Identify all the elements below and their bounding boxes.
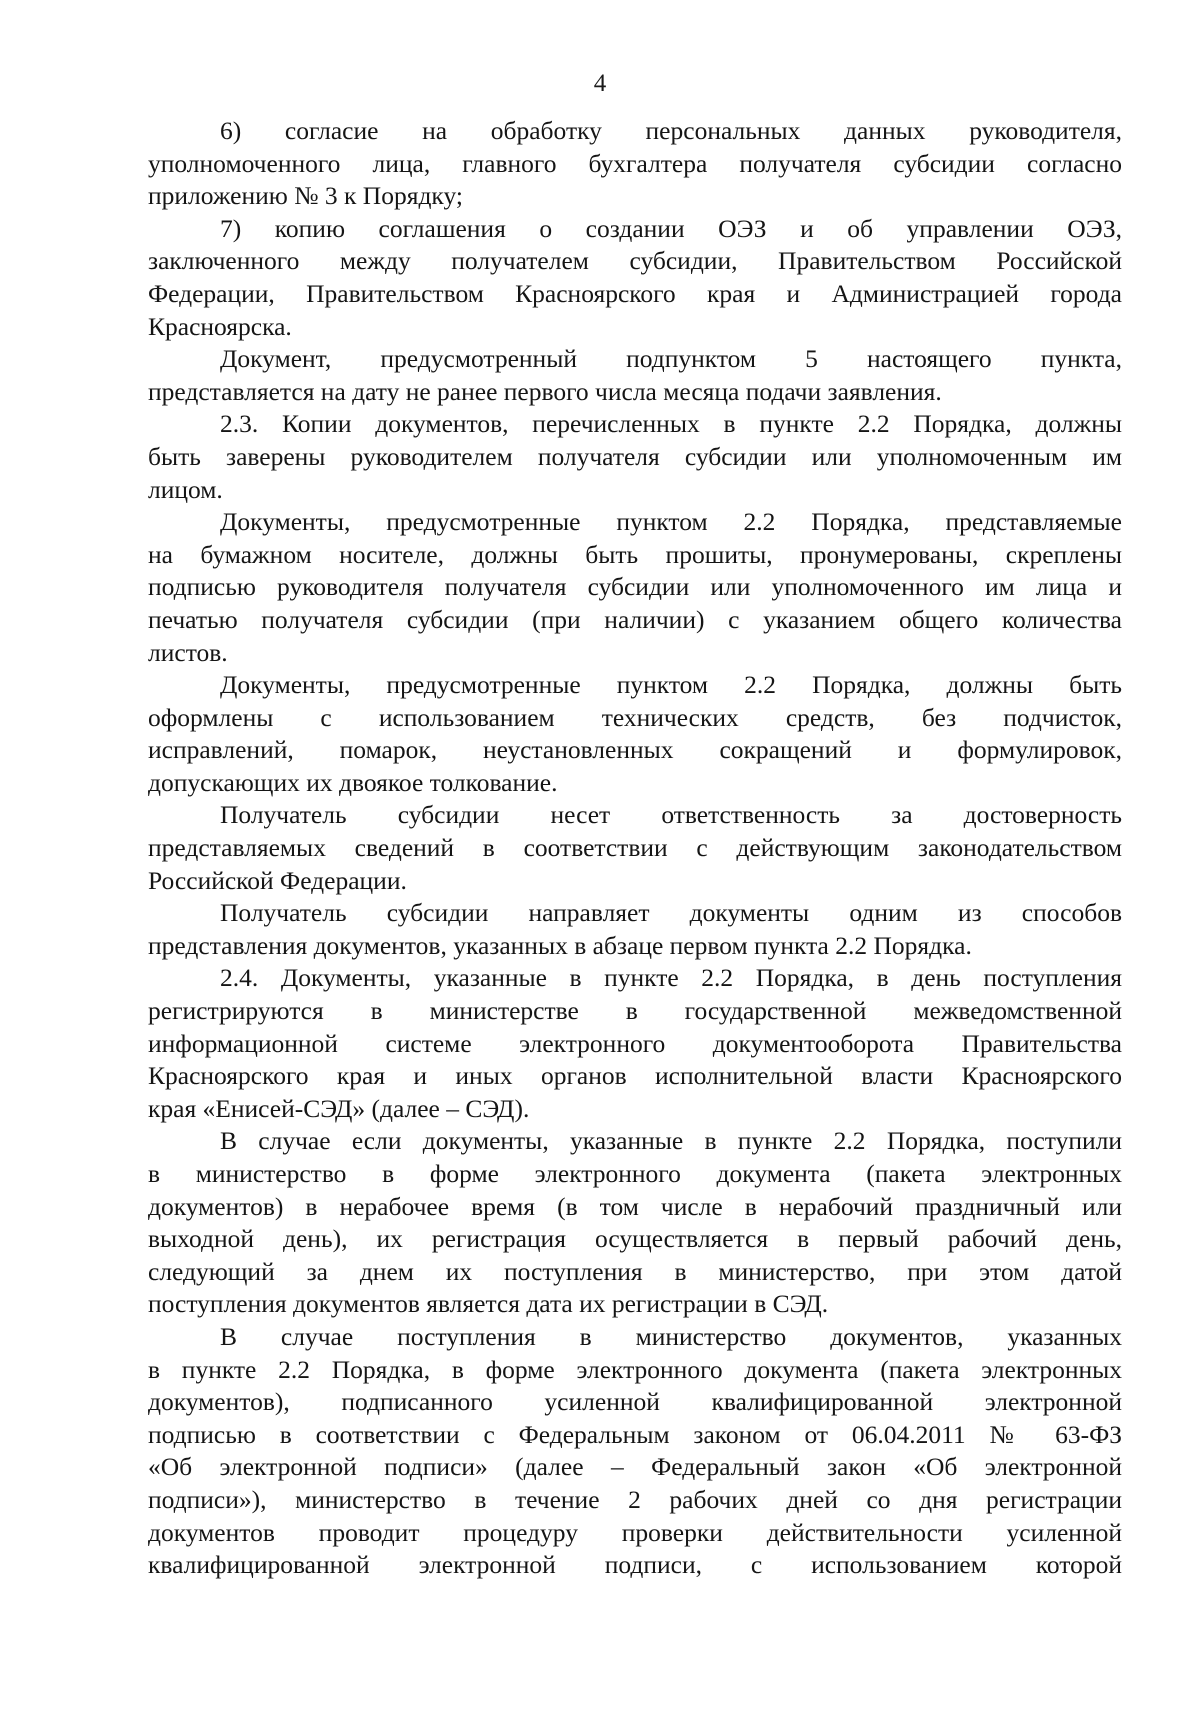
paragraph xyxy=(148,669,1122,799)
text-line: 2.4. Документы, указанные в пункте 2.2 Порядка, в день поступления xyxy=(220,963,1122,993)
text-line: следующий за днем их поступления в министерство, при этом датой xyxy=(148,1256,1122,1286)
text-line: подписи»), министерство в течение 2 рабочих дней со дня регистрации xyxy=(148,1484,1122,1514)
text-line: квалифицированной электронной подписи, с использованием которой xyxy=(148,1550,1122,1580)
document-body xyxy=(148,115,1122,1582)
text-line: Документы, предусмотренные пунктом 2.2 Порядка, представляемые xyxy=(220,507,1122,537)
text-line: 7) копию соглашения о создании ОЭЗ и об управлении ОЭЗ, xyxy=(220,213,1122,243)
text-line: Российской Федерации. xyxy=(148,865,407,895)
text-line: исправлений, помарок, неустановленных сокращений и формулировок, xyxy=(148,735,1122,765)
text-line: представляется на дату не ранее первого числа месяца подачи заявления. xyxy=(148,376,942,406)
paragraph xyxy=(148,897,1122,962)
text-line: заключенного между получателем субсидии, Правительством Российской xyxy=(148,246,1122,276)
paragraph xyxy=(148,799,1122,897)
text-line: выходной день), их регистрация осуществляется в первый рабочий день, xyxy=(148,1224,1122,1254)
paragraph xyxy=(148,213,1122,343)
text-line: уполномоченного лица, главного бухгалтера получателя субсидии согласно xyxy=(148,148,1122,178)
text-line: быть заверены руководителем получателя субсидии или уполномоченным им xyxy=(148,441,1122,471)
text-line: поступления документов является дата их регистрации в СЭД. xyxy=(148,1289,829,1319)
text-line: Документы, предусмотренные пунктом 2.2 Порядка, должны быть xyxy=(220,670,1122,700)
text-line: допускающих их двоякое толкование. xyxy=(148,767,558,797)
paragraph xyxy=(148,1321,1122,1582)
text-line: Получатель субсидии несет ответственность за достоверность xyxy=(220,800,1122,830)
text-line: Красноярска. xyxy=(148,311,292,341)
text-line: Получатель субсидии направляет документы одним из способов xyxy=(220,898,1122,928)
text-line: 6) согласие на обработку персональных данных руководителя, xyxy=(220,116,1122,145)
text-line: документов), подписанного усиленной квалифицированной электронной xyxy=(148,1387,1122,1417)
text-line: лицом. xyxy=(148,474,223,504)
text-line: документов) в нерабочее время (в том числе в нерабочий праздничный или xyxy=(148,1191,1122,1221)
text-line: подписью в соответствии с Федеральным законом от 06.04.2011 № 63-ФЗ xyxy=(148,1419,1122,1449)
text-line: представления документов, указанных в абзаце первом пункта 2.2 Порядка. xyxy=(148,930,972,960)
text-line: Красноярского края и иных органов исполнительной власти Красноярского xyxy=(148,1061,1122,1091)
paragraph xyxy=(148,506,1122,669)
text-line: Федерации, Правительством Красноярского края и Администрацией города xyxy=(148,278,1122,308)
text-line: на бумажном носителе, должны быть прошиты, пронумерованы, скреплены xyxy=(148,539,1122,569)
text-line: представляемых сведений в соответствии с действующим законодательством xyxy=(148,833,1122,863)
text-line: информационной системе электронного документооборота Правительства xyxy=(148,1028,1122,1058)
text-line: «Об электронной подписи» (далее – Федеральный закон «Об электронной xyxy=(148,1452,1122,1482)
paragraph xyxy=(148,408,1122,506)
text-line: листов. xyxy=(148,637,228,667)
page-number: 4 xyxy=(593,70,607,97)
text-line: документов проводит процедуру проверки действительности усиленной xyxy=(148,1517,1122,1547)
text-line: в пункте 2.2 Порядка, в форме электронного документа (пакета электронных xyxy=(148,1354,1122,1384)
text-line: подписью руководителя получателя субсидии или уполномоченного им лица и xyxy=(148,572,1122,602)
text-line: В случае поступления в министерство документов, указанных xyxy=(220,1321,1122,1351)
text-line: 2.3. Копии документов, перечисленных в пункте 2.2 Порядка, должны xyxy=(220,409,1122,439)
text-line: В случае если документы, указанные в пункте 2.2 Порядка, поступили xyxy=(220,1126,1122,1156)
text-line: края «Енисей-СЭД» (далее – СЭД). xyxy=(148,1093,530,1123)
text-line: оформлены с использованием технических средств, без подчисток, xyxy=(148,702,1122,732)
paragraph xyxy=(148,962,1122,1125)
text-line: регистрируются в министерстве в государственной межведомственной xyxy=(148,996,1122,1026)
text-line: в министерство в форме электронного документа (пакета электронных xyxy=(148,1159,1122,1188)
paragraph xyxy=(148,343,1122,408)
text-line: печатью получателя субсидии (при наличии) с указанием общего количества xyxy=(148,604,1122,634)
paragraph xyxy=(148,115,1122,213)
text-line: Документ, предусмотренный подпунктом 5 настоящего пункта, xyxy=(220,344,1122,374)
text-line: приложению № 3 к Порядку; xyxy=(148,181,463,211)
paragraph xyxy=(148,1125,1122,1321)
